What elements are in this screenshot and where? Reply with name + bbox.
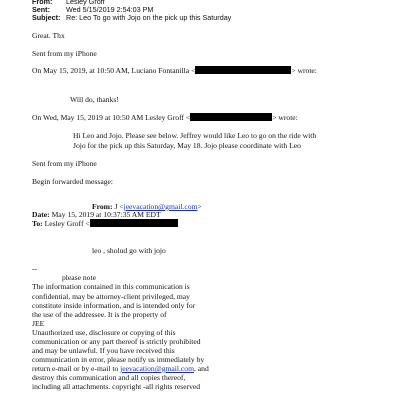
disclaimer-line: communication in error, please notify us immediately by xyxy=(32,355,205,364)
quote-1-text: Will do, thanks! xyxy=(70,95,119,104)
fwd-date-value: May 15, 2019 at 10:37:35 AM EDT xyxy=(51,210,161,219)
quote-2-suffix: > wrote: xyxy=(272,113,298,122)
disclaimer-line: the use of the addressee. It is the property of xyxy=(32,310,167,319)
reply-text: Great. Thx xyxy=(32,31,65,40)
sent-from-iphone-2: Sent from my iPhone xyxy=(32,159,97,168)
disclaimer-line: JEE xyxy=(32,319,45,328)
disclaimer-line: communication or any part thereof is strictly prohibited xyxy=(32,337,201,346)
quote-2-text-line2: Jojo for the pick up this Saturday, May 18. Jojo please coordinate with Leo xyxy=(73,141,301,150)
fwd-from-prefix: J < xyxy=(114,202,124,211)
from-value: Lesley Groff xyxy=(66,0,105,6)
from-label: From: xyxy=(32,0,53,6)
redaction-box xyxy=(195,66,291,74)
fwd-from-suffix: > xyxy=(197,202,202,211)
quote-2-prefix: On Wed, May 15, 2019 at 10:50 AM Lesley Groff < xyxy=(32,113,191,122)
signature-dashes: -- xyxy=(32,264,38,273)
header-subject xyxy=(32,14,231,22)
subject-label: Subject: xyxy=(32,13,61,22)
disclaimer-line: and may be unlawful. If you have received this xyxy=(32,346,175,355)
redaction-box xyxy=(90,219,178,227)
quote-1-prefix: On May 15, 2019, at 10:50 AM, Luciano Fontanilla < xyxy=(32,66,196,75)
sent-value: Wed 5/15/2019 2:54:03 PM xyxy=(66,5,154,14)
disclaimer-line: Unauthorized use, disclosure or copying of this xyxy=(32,328,176,337)
disclaimer-email-link[interactable]: jeevacation@gmail.com xyxy=(120,364,194,373)
forwarded-heading: Begin forwarded message: xyxy=(32,177,113,186)
quote-2-text-line1: Hi Leo and Jojo. Please see below. Jeffrey would like Leo to go on the ride with xyxy=(73,131,317,140)
quote-1-header xyxy=(32,66,317,75)
sent-label: Sent: xyxy=(32,5,50,14)
redaction-box xyxy=(190,113,272,121)
disclaimer-suffix: , and xyxy=(193,364,209,373)
fwd-from-email-link[interactable]: jeevacation@gmail.com xyxy=(123,202,198,211)
disclaimer-line: confidential, may be attorney-client privileged, may xyxy=(32,292,190,301)
quote-1-suffix: > wrote: xyxy=(291,66,317,75)
disclaimer-line: destroy this communication and all copies thereof, xyxy=(32,373,186,382)
fwd-to xyxy=(32,219,178,228)
disclaimer-line: The information contained in this communication is xyxy=(32,282,190,291)
fwd-date xyxy=(32,210,161,219)
please-note: please note xyxy=(62,273,96,282)
fwd-message: leo , sholud go with jojo xyxy=(92,246,166,255)
sent-from-iphone: Sent from my iPhone xyxy=(32,49,97,58)
disclaimer-line: constitute inside information, and is intended only for xyxy=(32,301,196,310)
fwd-from-label: From: xyxy=(92,202,113,211)
disclaimer-prefix: return e-mail or by e-mail to xyxy=(32,364,121,373)
fwd-to-label: To: xyxy=(32,219,43,228)
quote-2-header xyxy=(32,113,298,122)
disclaimer-line xyxy=(32,364,209,373)
fwd-to-value: Lesley Groff < xyxy=(44,219,90,228)
subject-value: Re: Leo To go with Jojo on the pick up this Saturday xyxy=(66,13,232,22)
disclaimer-line: including all attachments. copyright -all rights reserved xyxy=(32,382,201,391)
fwd-date-label: Date: xyxy=(32,210,50,219)
